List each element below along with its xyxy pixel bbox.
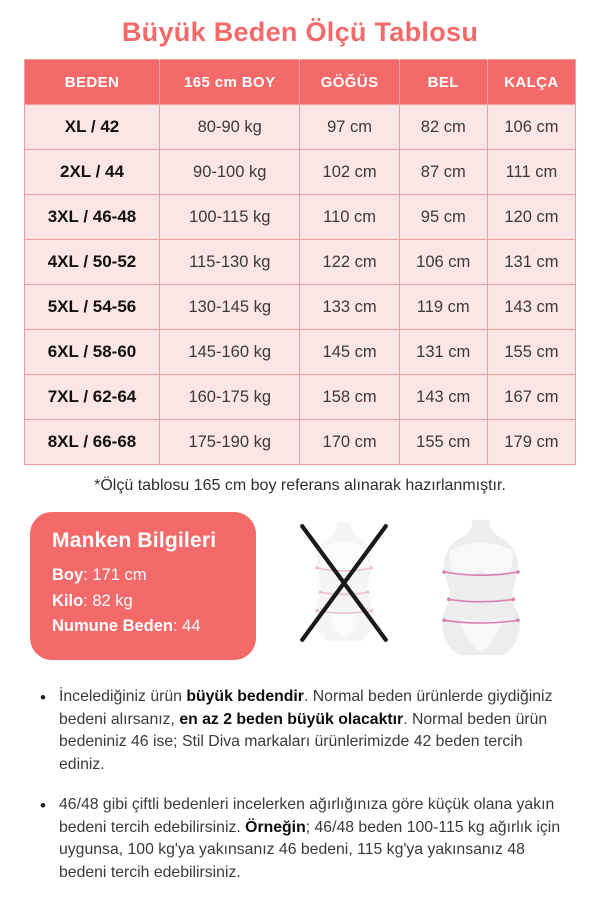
model-height-value: : 171 cm [83, 566, 147, 584]
measure-cell: 145 cm [300, 330, 399, 375]
page-title: Büyük Beden Ölçü Tablosu [121, 17, 479, 47]
model-weight-label: Kilo [52, 591, 84, 610]
measure-cell: 106 cm [399, 240, 487, 285]
measure-cell: 158 cm [300, 375, 399, 420]
size-cell: 4XL / 50-52 [25, 240, 160, 285]
measure-cell: 120 cm [487, 195, 575, 240]
measure-cell: 170 cm [300, 420, 399, 465]
measure-cell: 143 cm [487, 285, 575, 330]
model-weight-row [52, 589, 236, 615]
measure-cell: 143 cm [399, 375, 487, 420]
table-row [25, 195, 576, 240]
model-sample-size-row [52, 614, 236, 640]
model-info-card [30, 512, 256, 660]
measure-cell: 145-160 kg [159, 330, 300, 375]
table-row [25, 240, 576, 285]
measure-cell: 160-175 kg [159, 375, 300, 420]
table-header-row [25, 60, 576, 105]
measure-cell: 155 cm [487, 330, 575, 375]
size-table-wrap [24, 59, 576, 465]
measure-cell: 131 cm [399, 330, 487, 375]
note-item: • 46/48 gibi çiftli bedenleri incelerken ağırlığınıza göre küçük olana yakın bedeni tercih edebilirsiniz. Örneğin; 46/48 beden 100-115 kg ağırlık için uygunsa, 100 kg'ya yakınsanız 46 bedeni, 115 kg'ya yakınsanız 48 bedeni tercih edebilirsiniz. [40, 794, 572, 885]
crossed-out-slim-body-icon [298, 516, 390, 650]
measure-cell: 90-100 kg [159, 150, 300, 195]
measure-cell: 80-90 kg [159, 105, 300, 150]
model-info-title: Manken Bilgileri [52, 529, 217, 552]
table-row [25, 285, 576, 330]
measure-cell: 115-130 kg [159, 240, 300, 285]
measure-cell: 95 cm [399, 195, 487, 240]
size-table-body [25, 105, 576, 465]
model-sample-size-label: Numune Beden [52, 617, 174, 636]
model-sample-size-value: : 44 [173, 617, 201, 636]
measure-cell: 82 cm [399, 105, 487, 150]
table-row [25, 375, 576, 420]
measure-cell: 122 cm [300, 240, 399, 285]
size-cell: 8XL / 66-68 [25, 420, 160, 465]
note-item: • İncelediğiniz ürün büyük bedendir. Normal beden ürünlerde giydiğiniz bedeni alırsanız, en az 2 beden büyük olacaktır. Normal beden ürün bedeniniz 46 ise; Stil Diva markaları ürünlerimizde 42 beden tercih ediniz. [40, 686, 572, 777]
header-bel: BEL [399, 60, 487, 105]
model-weight-value: : 82 kg [83, 591, 133, 610]
table-row [25, 150, 576, 195]
notes-list [40, 686, 572, 885]
measure-cell: 167 cm [487, 375, 575, 420]
measure-cell: 111 cm [487, 150, 575, 195]
model-height-row [52, 563, 236, 589]
size-cell: 5XL / 54-56 [25, 285, 160, 330]
table-row [25, 330, 576, 375]
measure-cell: 110 cm [300, 195, 399, 240]
size-cell: 2XL / 44 [25, 150, 160, 195]
measure-cell: 102 cm [300, 150, 399, 195]
measure-cell: 106 cm [487, 105, 575, 150]
table-row [25, 420, 576, 465]
size-cell: XL / 42 [25, 105, 160, 150]
reference-footnote: *Ölçü tablosu 165 cm boy referans alınarak hazırlanmıştır. [94, 477, 506, 494]
plus-size-body-icon [428, 516, 534, 660]
model-info-section [30, 512, 576, 660]
size-cell: 3XL / 46-48 [25, 195, 160, 240]
measure-cell: 100-115 kg [159, 195, 300, 240]
header-beden: BEDEN [25, 60, 160, 105]
size-table [24, 59, 576, 465]
measure-cell: 130-145 kg [159, 285, 300, 330]
header-gogus: GÖĞÜS [300, 60, 399, 105]
measure-cell: 175-190 kg [159, 420, 300, 465]
measure-cell: 97 cm [300, 105, 399, 150]
measure-cell: 155 cm [399, 420, 487, 465]
header-kalca: KALÇA [487, 60, 575, 105]
model-height-label: Boy [52, 566, 84, 584]
measure-cell: 133 cm [300, 285, 399, 330]
header-boy: 165 cm BOY [159, 60, 300, 105]
measure-cell: 179 cm [487, 420, 575, 465]
table-row [25, 105, 576, 150]
measure-cell: 119 cm [399, 285, 487, 330]
measure-cell: 87 cm [399, 150, 487, 195]
size-cell: 7XL / 62-64 [25, 375, 160, 420]
measure-cell: 131 cm [487, 240, 575, 285]
size-cell: 6XL / 58-60 [25, 330, 160, 375]
body-figures [256, 512, 576, 660]
